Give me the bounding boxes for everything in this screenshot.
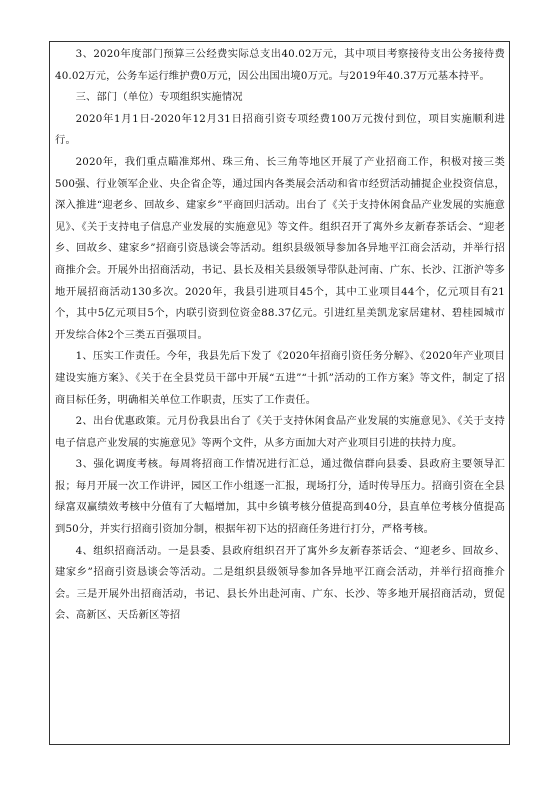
section-heading-project-implementation: 三、部门（单位）专项组织实施情况 [75, 91, 243, 104]
paragraph-2020-summary: 2020年，我们重点瞄准郑州、珠三角、长三角等地区开展了产业招商工作，积极对接三类500强、行业领军企业、央企省企等，通过国内各类展会活动和省市经贸活动捕捉企业投资信息，深入推进“迎老乡、回故乡、建家乡”平商回归活动。出台了《关于支持休闲食品产业发展的实施意见》、《关于支持电子信息产业发展的实施意见》等文件。组织召开了寓外乡友新春茶话会、“迎老乡、回故乡、建家乡”招商引资恳谈会等活动。组织县级领导参加各异地平江商会活动，并举行招商推介会。开展外出招商活动，书记、县长及相关县级领导带队赴河南、广东、长沙、江浙沪等多地开展招商活动130多次。2020年，我县引进项目45个，其中工业项目44个，亿元项目有21个，其中5亿元项目5个，内联引资到位资金88.37亿元。引进红星美凯龙家居建材、碧桂园城市开发综合体2个三类五百强项目。 [55, 155, 505, 341]
paragraph-fund-allocation: 2020年1月1日-2020年12月31日招商引资专项经费100万元拨付到位，项目实施顺利进行。 [55, 112, 505, 147]
paragraph-item-3: 3、强化调度考核。每周将招商工作情况进行汇总，通过微信群向县委、县政府主要领导汇报；每月开展一次工作讲评，园区工作小组逐一汇报，现场打分，适时传导压力。招商引资在全县绿富双赢绩效考核中分值有了大幅增加，其中乡镇考核分值提高到40分，县直单位考核分值提高到50分，并实行招商引资加分制，根据年初下达的招商任务进行打分，严格考核。 [55, 458, 505, 536]
paragraph-three-public-expenses: 3、2020年度部门预算三公经费实际总支出40.02万元，其中项目考察接待支出公务接待费40.02万元，公务车运行维护费0万元，因公出国出境0万元。与2019年40.37万元基本持平。 [55, 48, 505, 82]
paragraph-item-4: 4、组织招商活动。一是县委、县政府组织召开了寓外乡友新春茶话会、“迎老乡、回故乡、建家乡”招商引资恳谈会等活动。二是组织县级领导参加各异地平江商会活动，并举行招商推介会。三是开展外出招商活动，书记、县长外出赴河南、广东、长沙、等多地开展招商活动，贸促会、高新区、天岳新区等招 [55, 544, 505, 622]
paragraph-item-1: 1、压实工作责任。今年，我县先后下发了《2020年招商引资任务分解》、《2020年产业项目建设实施方案》、《关于在全县党员干部中开展“五进”“十抓”活动的工作方案》等文件，制定了招商目标任务，明确相关单位工作职责，压实了工作责任。 [55, 350, 505, 406]
paragraph-item-2: 2、出台优惠政策。元月份我县出台了《关于支持休闲食品产业发展的实施意见》、《关于支持电子信息产业发展的实施意见》等两个文件，从多方面加大对产业项目引进的扶持力度。 [55, 415, 505, 449]
document-body [55, 44, 505, 627]
